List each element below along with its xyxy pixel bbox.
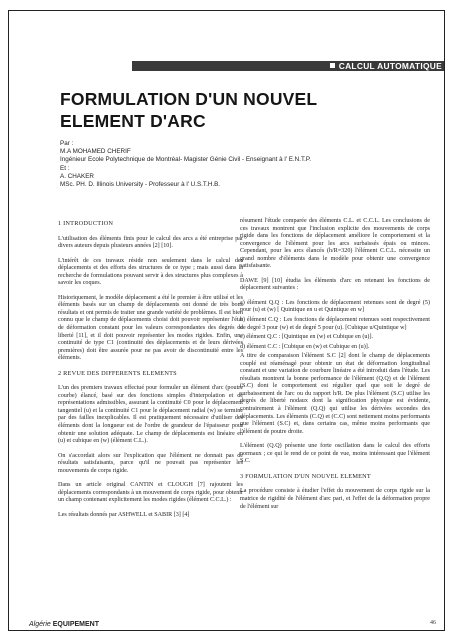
- left-column: [58, 216, 243, 527]
- paragraph: On s'accordait alors sur l'explication que l'élément ne donnait pas de résultats satisfaisants, parce qu'il ne pouvait pas représenter les mouvements de corps rigide.: [58, 452, 243, 474]
- journal-prefix: Algérie: [29, 621, 53, 628]
- author-1-name: M.A MOHAMED CHERIF: [60, 148, 131, 156]
- paragraph: A titre de comparaison l'élément S.C [2] dont le champ de déplacements couplé est réaménagé pour obtenir un état de déformation longitudinal constant et une variation de courbure linéaire a été introduit dans l'étude. Les résultats montrent la bonne performance de l'élément (Q.Q) et de l'élément (S.C) dont le comportement est régulier quel que soit le degré de surbaissement de l'arc ou du rapport h/R. De plus l'élément (S.C) utilise les degrés de liberté nodaux dont la signification physique est évidente, contrairement à l'élément (Q.Q) qui utilise les dérivées secondes des déplacements. Les éléments (C.Q) et (C.C) sont nettement moins performants que l'élément (S.C) et, dans certains cas, même moins performants que l'élément de poutre droite.: [240, 353, 430, 435]
- authors-et: Et :: [60, 164, 70, 172]
- section-heading-formulation: 3 FORMULATION D'UN NOUVEL ELEMENT: [240, 472, 371, 480]
- section-heading-introduction: 1 INTRODUCTION: [58, 220, 114, 227]
- journal-name: EQUIPEMENT: [52, 621, 100, 628]
- title-line-1: FORMULATION D'UN NOUVEL: [60, 89, 318, 109]
- paragraph: L'élément (Q.Q) présente une forte oscillation dans le calcul des efforts normaux ; ce qui le rend de ce point de vue, moins intéressant que l'élément S.C.: [240, 443, 430, 465]
- journal-footer: [29, 621, 99, 628]
- paragraph: DAWE [9] [10] étudia les éléments d'arc en retenant les fonctions de déplacement suivantes :: [240, 277, 430, 292]
- article-title: [60, 88, 317, 132]
- paragraph: L'un des premiers travaux effectué pour formuler un élément d'arc (poutre courbe) élancé, basé sur des fonctions simples d'interpolation et de représentations admissibles, assurant la continuité C0 pour le déplacement tangentiel (u) et la continuité C1 pour le déplacement radial (w) se termine par des failles inexplicables. Il est pratiquement nécessaire d'utiliser des éléments dont la longueur est de l'ordre de grandeur de l'épaisseur pour obtenir une solution adéquate. Le champ de déplacements est linéaire en (u) et cubique en (w) (élément C.L.).: [58, 385, 243, 445]
- page-number: 46: [430, 620, 436, 626]
- paragraph: L'utilisation des éléments finis pour le calcul des arcs a été entreprise par divers auteurs depuis plusieurs années [2] [10].: [58, 235, 243, 250]
- list-item: d) élément C.C : [Cubique en (w) et Cubique en (u)].: [240, 343, 370, 350]
- author-2-title: MSc. PH. D. Illinois University - Professeur à l' U.S.T.H.B.: [60, 181, 221, 189]
- right-column: [240, 218, 430, 518]
- paragraph: Les résultats donnés par ASHWELL et SABIR [3] [4]: [58, 511, 190, 518]
- paragraph: Dans un article original CANTIN et CLOUGH [7] rajoutent les déplacements correspondants à un mouvement de corps rigide, pour obtenir un champ contenant explicitement les modes rigides (élément C.C.L.) :: [58, 482, 243, 504]
- authors-par: Par :: [60, 140, 74, 147]
- paragraph: La procédure consiste à étudier l'effet du mouvement de corps rigide sur la matrice de rigidité de l'élément d'arc pari, et l'effet de la déformation propre de l'élément sur: [240, 488, 430, 510]
- paragraph: Historiquement, le modèle déplacement a été le premier à être utilisé et les éléments basés sur un champ de déplacements ont donné de très bons résultats et ont permis de traiter une grande variété de problèmes. Il est bien connu que le champ de déplacements choisi doit pouvoir représenter l'état de déformation constant pour les valeurs correspondantes des degrés de liberté [11], et il doit pouvoir représenter les modes rigides. Enfin, une continuité de type C1 (continuité des déplacements et de leurs dérivées premières) doit être assurée pour ne pas avoir de discontinuité entre les éléments.: [58, 294, 243, 362]
- author-1-title: Ingénieur Ecole Polytechnique de Montréal- Magister Génie Civil - Enseignant à l' E.N.T.P.: [60, 156, 311, 164]
- paragraph: L'intérêt de ces travaux réside non seulement dans le calcul des déplacements et des efforts des structures de ce type ; mais aussi dans la recherche de formulations pouvant servir à des structures plus complexes à savoir les coques.: [58, 257, 243, 287]
- section-heading-revue: 2 REVUE DES DIFFERENTS ELEMENTS: [58, 369, 177, 377]
- paragraph: résument l'étude comparée des éléments C.L. et C.C.L. Les conclusions de ces travaux montrent que l'inclusion explicite des mouvements de corps rigide dans les fonctions de déplacement améliore le comportement et la convergence de l'élément pour les arcs surbaissés épais ou minces. Cependant, pour les arcs élancés (h/R=320) l'élément C.C.L. nécessite un grand nombre d'éléments dans le modèle pour obtenir une convergence satisfaisante.: [240, 218, 430, 270]
- authors-block: [60, 140, 311, 189]
- section-banner-label: CALCUL AUTOMATIQUE: [330, 60, 442, 72]
- list-item: b) élément C.Q : Les fonctions de déplacement retenues sont respectivement de degré 3 pour (w) et de degré 5 pour (u). [Cubique u/Quintique w]: [240, 317, 430, 331]
- list-item: a) élément Q.Q : Les fonctions de déplacement retenues sont de degré (5) pour (u) et (w) [ Quintique en u et Quintique en w]: [240, 299, 430, 314]
- title-line-2: ELEMENT D'ARC: [60, 111, 206, 131]
- list-item: c) élément Q.C : [Quintique en (w) et Cubique en (u)].: [240, 334, 374, 341]
- author-2-name: A. CHAKER: [60, 172, 94, 180]
